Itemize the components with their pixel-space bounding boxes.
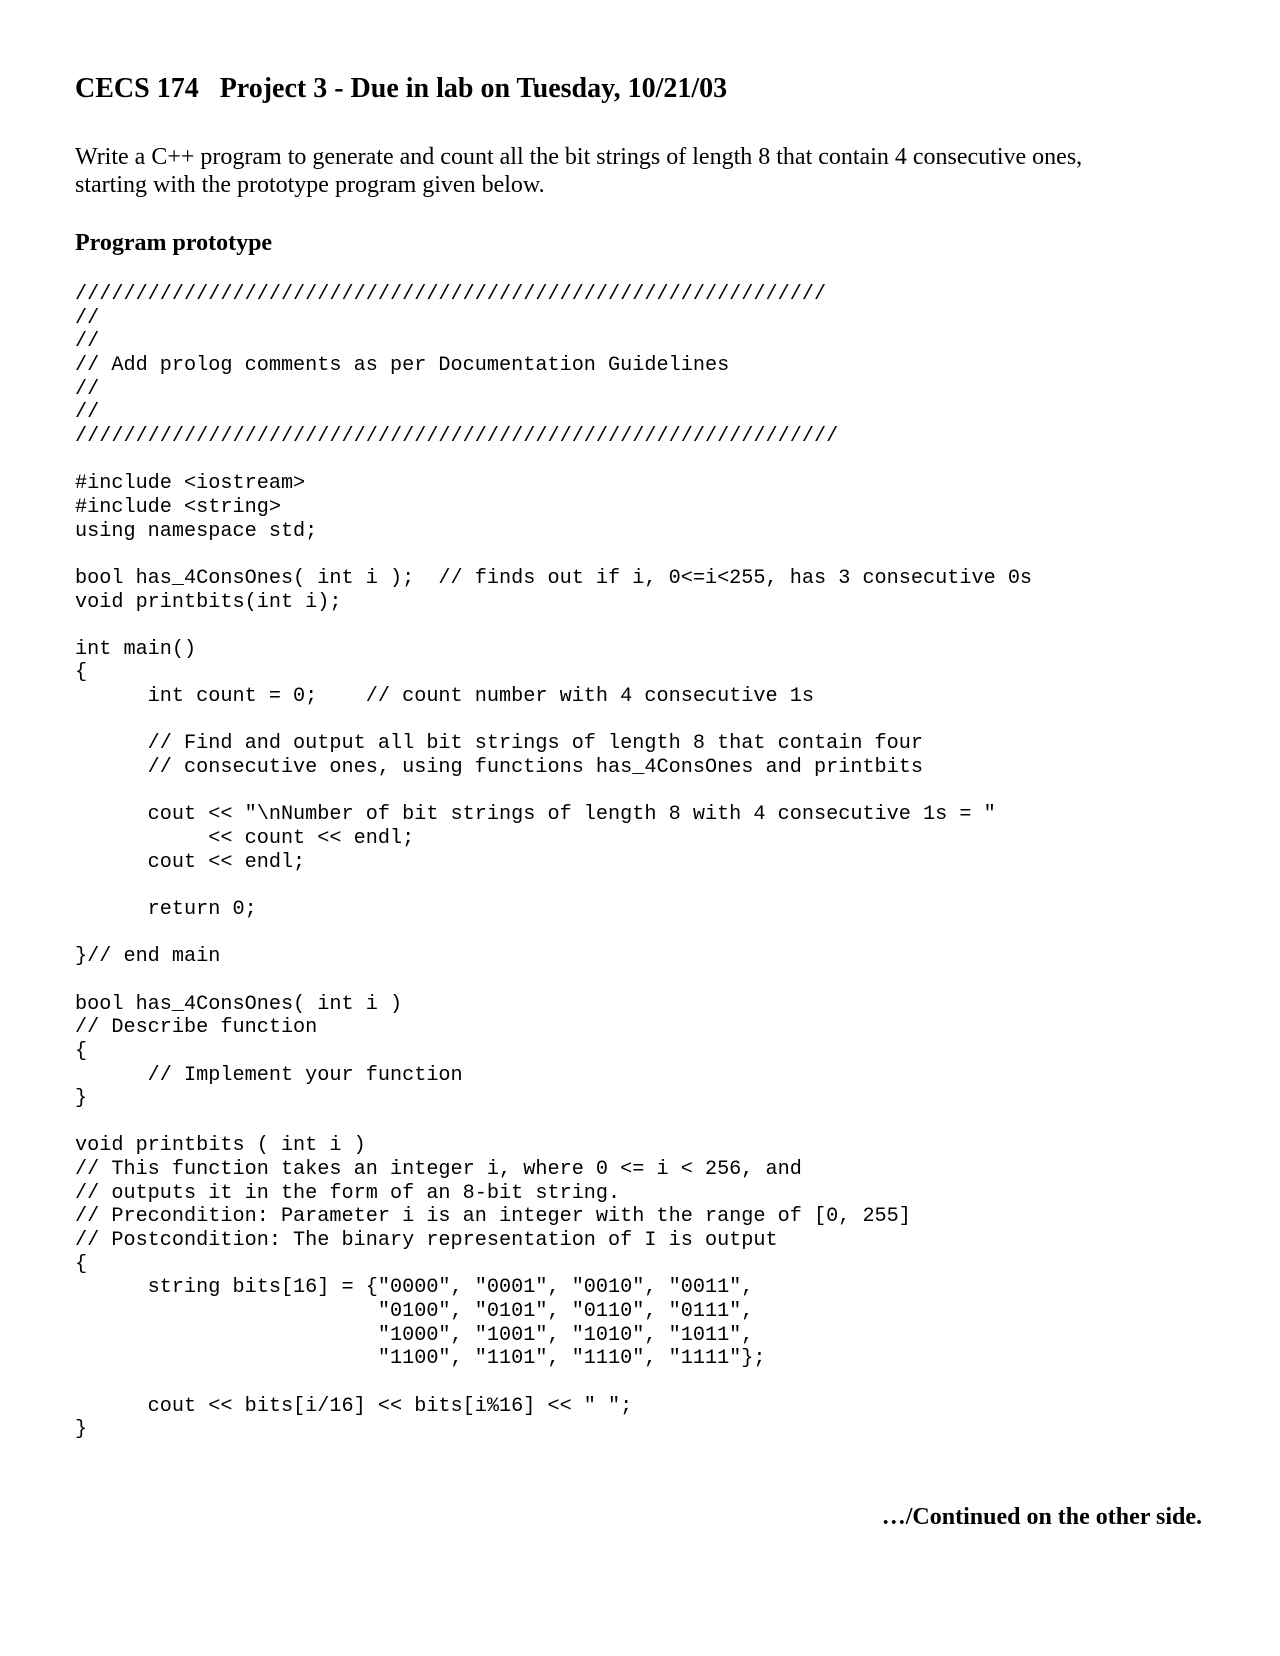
- code-line: cout << bits[i/16] << bits[i%16] << " ";: [75, 1394, 633, 1418]
- code-line: {: [75, 1252, 88, 1276]
- code-line: //////////////////////////////////////////////////////////////: [75, 283, 827, 306]
- code-line: [75, 1371, 1032, 1395]
- page-title: CECS 174 Project 3 - Due in lab on Tuesday, 10/21/03: [75, 73, 728, 104]
- code-line: }: [75, 1087, 88, 1111]
- code-line: // Add prolog comments as per Documentation Guidelines: [75, 353, 730, 377]
- intro-line: starting with the prototype program given below.: [75, 172, 545, 198]
- code-line: }// end main: [75, 945, 221, 969]
- code-line: // This function takes an integer i, where 0 <= i < 256, and: [75, 1158, 802, 1182]
- intro-paragraph: [75, 143, 1195, 199]
- code-line: #include <iostream>: [75, 472, 306, 496]
- code-line: "1000", "1001", "1010", "1011",: [75, 1323, 754, 1347]
- code-line: #include <string>: [75, 495, 281, 519]
- code-line: void printbits(int i);: [75, 590, 342, 614]
- code-line: //: [75, 330, 100, 354]
- code-line: void printbits ( int i ): [75, 1134, 366, 1158]
- code-line: // consecutive ones, using functions has_4ConsOnes and printbits: [75, 756, 924, 780]
- code-line: [75, 780, 1032, 804]
- code-line: cout << endl;: [75, 850, 306, 874]
- code-line: // Postcondition: The binary representation of I is output: [75, 1229, 778, 1253]
- code-line: "1100", "1101", "1110", "1111"};: [75, 1347, 766, 1371]
- code-line: // Precondition: Parameter i is an integer with the range of [0, 255]: [75, 1205, 911, 1229]
- code-line: // Describe function: [75, 1016, 318, 1040]
- code-line: // Find and output all bit strings of length 8 that contain four: [75, 732, 924, 756]
- code-listing: [75, 283, 1032, 1442]
- code-line: ///////////////////////////////////////////////////////////////: [75, 424, 839, 448]
- code-line: {: [75, 661, 88, 685]
- code-line: [75, 1111, 1032, 1135]
- continued-note: …/Continued on the other side.: [881, 1504, 1202, 1530]
- code-line: [75, 969, 1032, 993]
- section-heading: Program prototype: [75, 230, 273, 256]
- code-line: string bits[16] = {"0000", "0001", "0010", "0011",: [75, 1276, 754, 1300]
- code-line: [75, 922, 1032, 946]
- code-line: bool has_4ConsOnes( int i ): [75, 992, 403, 1016]
- code-line: using namespace std;: [75, 519, 318, 543]
- code-line: //: [75, 377, 100, 401]
- code-line: bool has_4ConsOnes( int i ); // finds out if i, 0<=i<255, has 3 consecutive 0s: [75, 566, 1033, 590]
- intro-line: Write a C++ program to generate and count all the bit strings of length 8 that contain 4 consecutive ones,: [75, 144, 1083, 170]
- code-line: cout << "\nNumber of bit strings of length 8 with 4 consecutive 1s = ": [75, 803, 996, 827]
- code-line: //: [75, 306, 100, 330]
- code-line: [75, 543, 1032, 567]
- code-line: // outputs it in the form of an 8-bit string.: [75, 1181, 621, 1205]
- code-line: return 0;: [75, 897, 257, 921]
- code-line: [75, 874, 1032, 898]
- code-line: [75, 614, 1032, 638]
- code-line: [75, 709, 1032, 733]
- code-line: }: [75, 1418, 88, 1442]
- code-line: "0100", "0101", "0110", "0111",: [75, 1300, 754, 1324]
- code-line: int count = 0; // count number with 4 consecutive 1s: [75, 685, 814, 709]
- code-line: // Implement your function: [75, 1063, 463, 1087]
- code-line: {: [75, 1039, 88, 1063]
- code-line: //: [75, 401, 100, 425]
- code-line: << count << endl;: [75, 827, 415, 851]
- code-line: int main(): [75, 637, 197, 661]
- code-line: [75, 449, 1032, 473]
